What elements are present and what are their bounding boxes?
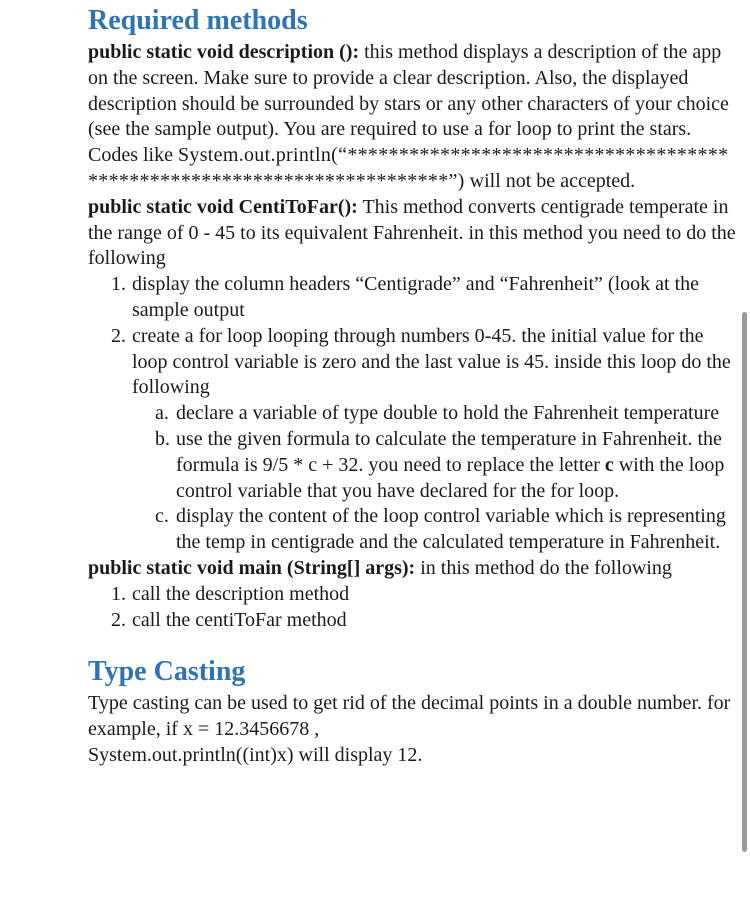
section-heading-type-casting: Type Casting <box>88 656 246 688</box>
list-item <box>88 324 738 556</box>
list-item-text: call the description method <box>132 582 350 605</box>
type-casting-code-line: System.out.println((int)x) will display 12. <box>88 743 423 766</box>
section-heading-required-methods: Required methods <box>88 5 308 36</box>
list-marker: a. <box>155 402 169 425</box>
loop-substeps-list <box>132 401 738 556</box>
centitofar-steps-list <box>88 272 738 556</box>
list-item-text: declare a variable of type double to hold the Fahrenheit temperature <box>176 402 720 425</box>
type-casting-text: Type casting can be used to get rid of the decimal points in a double number. for example, if x = 12.3456678 , <box>88 692 731 741</box>
document-page <box>88 0 738 769</box>
list-item-text: create a for loop looping through numbers 0-45. the initial value for the loop control variable is zero and the last value is 45. inside this loop do the following <box>132 324 731 399</box>
println-stars-code: System.out.println(“************************************************************************”) <box>88 144 729 192</box>
list-item-text: display the content of the loop control variable which is representing the temp in centigrade and the calculated temperature in Fahrenheit. <box>176 505 726 554</box>
type-casting-paragraph <box>88 691 738 768</box>
main-method-signature: public static void main (String[] args): <box>88 556 416 579</box>
list-item-text: use the given formula to calculate the temperature in Fahrenheit. the formula is 9/5 * c + 32. you need to replace the letter <box>176 427 722 476</box>
main-method-text: in this method do the following <box>415 556 672 579</box>
list-marker: 1. <box>111 582 126 605</box>
list-item <box>88 608 738 634</box>
list-item <box>88 582 738 608</box>
list-marker: 1. <box>111 273 126 296</box>
list-item <box>132 504 738 556</box>
list-marker: 2. <box>111 608 126 631</box>
main-steps-list <box>88 582 738 634</box>
main-method-paragraph <box>88 556 738 582</box>
centitofar-method-paragraph <box>88 195 738 272</box>
description-method-paragraph <box>88 40 738 195</box>
description-method-text: this method displays a description of the app on the screen. Make sure to provide a clear description. Also, the displayed description should be surrounded by stars or any other characters of your choice (see the sample output). You are required to use a for loop to print the stars. Codes like <box>88 41 729 167</box>
centitofar-method-signature: public static void CentiToFar(): <box>88 195 358 218</box>
list-item-text: display the column headers “Centigrade” and “Fahrenheit” (look at the sample output <box>132 273 700 321</box>
centitofar-method-text: This method converts centigrade temperate in the range of 0 - 45 to its equivalent Fahrenheit. in this method you need to do the following <box>88 195 736 270</box>
list-item-text-end: with the loop control variable that you have declared for the for loop. <box>176 453 725 502</box>
vertical-scrollbar[interactable] <box>742 312 747 852</box>
list-item <box>132 427 738 504</box>
list-marker: 2. <box>111 324 126 347</box>
bold-letter-c: c <box>604 453 614 476</box>
list-marker: c. <box>155 505 169 528</box>
list-item-text: call the centiToFar method <box>132 608 347 631</box>
description-method-signature: public static void description (): <box>88 41 360 63</box>
list-item <box>132 401 738 427</box>
description-method-text-end: will not be accepted. <box>464 169 636 192</box>
list-marker: b. <box>155 427 170 450</box>
list-item <box>88 272 738 324</box>
